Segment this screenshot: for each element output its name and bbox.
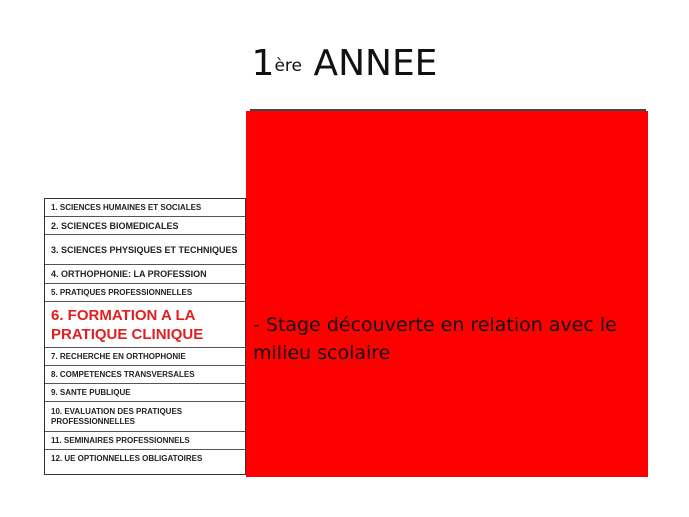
slide-title [0,38,689,90]
ue-list-table [44,198,246,475]
ue-item-2: 2. SCIENCES BIOMEDICALES [45,217,245,235]
ue-item-9: 9. SANTE PUBLIQUE [45,384,245,402]
ue-item-4: 4. ORTHOPHONIE: LA PROFESSION [45,265,245,284]
title-superscript: ère [274,56,302,76]
ue-item-12: 12. UE OPTIONNELLES OBLIGATOIRES [51,454,203,463]
ue-item-11: 11. SEMINAIRES PROFESSIONNELS [45,432,245,450]
ue-item-3: 3. SCIENCES PHYSIQUES ET TECHNIQUES [45,235,245,265]
detail-panel [246,111,648,477]
ue-item-8: 8. COMPETENCES TRANSVERSALES [45,366,245,384]
title-prefix: 1 [251,43,275,84]
ue-item-5: 5. PRATIQUES PROFESSIONNELLES [45,284,245,302]
title-main: ANNEE [313,43,438,84]
ue-item-6-highlighted: 6. FORMATION A LA PRATIQUE CLINIQUE [45,302,245,348]
detail-panel-text: - Stage découverte en relation avec le milieu scolaire [253,314,617,364]
ue-item-10: 10. EVALUATION DES PRATIQUES PROFESSIONNELLES [45,402,245,432]
ue-item-1: 1. SCIENCES HUMAINES ET SOCIALES [45,199,245,217]
ue-item-7: 7. RECHERCHE EN ORTHOPHONIE [45,348,245,366]
